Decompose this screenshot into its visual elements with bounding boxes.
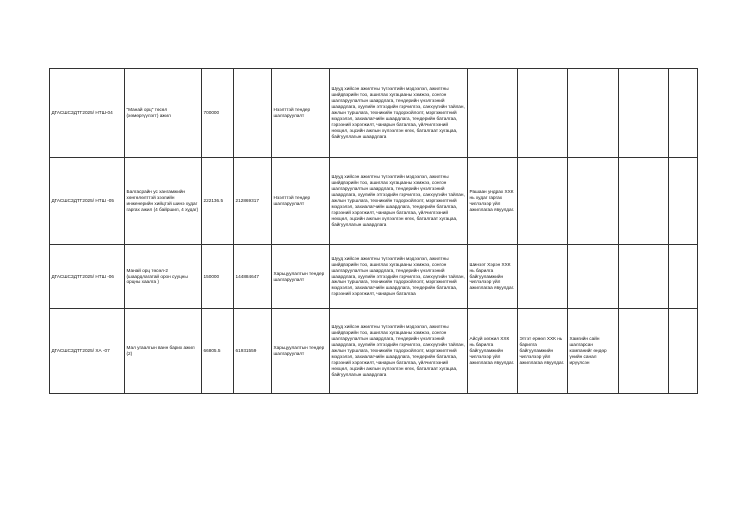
method-cell: Нээлттэй тендер шалгаруулалт bbox=[272, 69, 330, 158]
result-cell bbox=[568, 245, 619, 309]
method-cell: Нээлттэй тендер шалгаруулалт bbox=[272, 158, 330, 245]
tender-name-cell: Балгасрайн ус хангамжийн хөнгөлөлттэй зээлийн инженерийн хийцтэй шинэ худаг гаргах ажил (4 байршил, 4 худаг) bbox=[125, 158, 202, 245]
empty-cell bbox=[619, 309, 669, 394]
requirements-cell: Шууд хийсэн ажилтны түгээлтийн мэдээлэл, ажилтны шийдвэрийн тоо, ашиглах хугацааны хэмжээ, сонгон шалгаруулалтын шаардлага, тендерийн үнэлгээний шаардлага, хуулийн этгээдийн гэрчилгээ, санхүүгийн тайлан, ажлын туршлага, техникийн тодорхойлолт, мэргэжилтний мэдээлэл, захиалагчийн шаардлага, тендерийн баталгаа, гэрээний хэрэгжилт, чанарын баталгаа, үйлчилгээний нөхцөл, эцсийн ажлын хүлээлгэн өгөх, баталгаат хугацаа, байгууллагын шаардлага bbox=[330, 309, 468, 394]
budget-cell: 66805.5 bbox=[202, 309, 234, 394]
tender-name-cell: Манай орц төсөл-2 (шаардлагатай орон сууцны орцны хаалга ) bbox=[125, 245, 202, 309]
evaluation-cell-1: Шинээт Хэрэн ХХК нь барилга байгууламжийн чиглэлээр үйл ажиллагаа явуулдаг. bbox=[468, 245, 518, 309]
offer-cell: 61931559 bbox=[234, 309, 272, 394]
evaluation-cell-2: Этгэт ерөөл ХХК нь барилга байгууламжийн чиглэлээр үйл ажиллагаа явуулдаг. bbox=[518, 309, 568, 394]
evaluation-cell-1: Рашаан ундрах ХХК нь худаг гаргах чиглэлээр үйл ажиллагаа явуулдаг. bbox=[468, 158, 518, 245]
tender-code-cell: ДГАСШСЗДТГ2025/ ХА -07 bbox=[50, 309, 125, 394]
empty-cell bbox=[619, 158, 669, 245]
procurement-table bbox=[49, 68, 698, 394]
budget-cell: 222136.5 bbox=[202, 158, 234, 245]
evaluation-cell-2 bbox=[518, 158, 568, 245]
offer-cell: 144884647 bbox=[234, 245, 272, 309]
empty-cell bbox=[619, 245, 669, 309]
result-cell bbox=[568, 158, 619, 245]
tender-code-cell: ДГАСШСЗДТГ2025/ НТШ -05 bbox=[50, 158, 125, 245]
result-cell: Хамгийн сайн шалгарсан компанийг өндөр үнийн санал ирүүлсэн bbox=[568, 309, 619, 394]
requirements-cell: Шууд хийсэн ажилтны түгээлтийн мэдээлэл, ажилтны шийдвэрийн тоо, ашиглах хугацааны хэмжээ, сонгон шалгаруулалтын шаардлага, тендерийн үнэлгээний шаардлага, хуулийн этгээдийн гэрчилгээ, санхүүгийн тайлан, ажлын туршлага, техникийн тодорхойлолт, мэргэжилтний мэдээлэл, захиалагчийн шаардлага, тендерийн баталгаа, гэрээний хэрэгжилт, чанарын баталгаа bbox=[330, 245, 468, 309]
evaluation-cell-1 bbox=[468, 69, 518, 158]
table-row bbox=[50, 158, 698, 245]
empty-cell bbox=[669, 69, 698, 158]
table-row bbox=[50, 69, 698, 158]
empty-cell bbox=[669, 309, 698, 394]
offer-cell bbox=[234, 69, 272, 158]
empty-cell bbox=[669, 245, 698, 309]
requirements-cell: Шууд хийсэн ажилтны түгээлтийн мэдээлэл, ажилтны шийдвэрийн тоо, ашиглах хугацааны хэмжээ, сонгон шалгаруулалтын шаардлага, тендерийн үнэлгээний шаардлага, хуулийн этгээдийн гэрчилгээ, санхүүгийн тайлан, ажлын туршлага, техникийн тодорхойлолт, мэргэжилтний мэдээлэл, захиалагчийн шаардлага, тендерийн баталгаа, гэрээний хэрэгжилт, чанарын баталгаа, үйлчилгээний нөхцөл, эцсийн ажлын хүлээлгэн өгөх, баталгаат хугацаа, байгууллагын шаардлага bbox=[330, 158, 468, 245]
tender-name-cell: Мал угаалгын ванн барих ажил (2) bbox=[125, 309, 202, 394]
tender-code-cell: ДГАСШСЗДТГ2025/ НТШ -06 bbox=[50, 245, 125, 309]
evaluation-cell-2 bbox=[518, 245, 568, 309]
empty-cell bbox=[619, 69, 669, 158]
table-row bbox=[50, 309, 698, 394]
method-cell: Харьцуулалтын тендер шалгаруулалт bbox=[272, 245, 330, 309]
method-cell: Харьцуулалтын тендер шалгаруулалт bbox=[272, 309, 330, 394]
result-cell bbox=[568, 69, 619, 158]
empty-cell bbox=[669, 158, 698, 245]
budget-cell: 700000 bbox=[202, 69, 234, 158]
table-row bbox=[50, 245, 698, 309]
evaluation-cell-2 bbox=[518, 69, 568, 158]
requirements-cell: Шууд хийсэн ажилтны түгээлтийн мэдээлэл, ажилтны шийдвэрийн тоо, ашиглах хугацааны хэмжээ, сонгон шалгаруулалтын шаардлага, тендерийн үнэлгээний шаардлага, хуулийн этгээдийн гэрчилгээ, санхүүгийн тайлан, ажлын туршлага, техникийн тодорхойлолт, мэргэжилтний мэдээлэл, захиалагчийн шаардлага, тендерийн баталгаа, гэрээний хэрэгжилт, чанарын баталгаа, үйлчилгээний нөхцөл, эцсийн ажлын хүлээлгэн өгөх, баталгаат хугацаа, байгууллагын шаардлага bbox=[330, 69, 468, 158]
evaluation-cell-1: Айсуй хөгжил ХХК нь барилга байгууламжийн чиглэлээр үйл ажиллагаа явуулдаг. bbox=[468, 309, 518, 394]
tender-code-cell: ДГАСШСЗДТГ2025/ НТШ-04 bbox=[50, 69, 125, 158]
budget-cell: 150000 bbox=[202, 245, 234, 309]
offer-cell: 212869317 bbox=[234, 158, 272, 245]
tender-name-cell: "Манай орц" төсөл (хөмөргүүлэгт) ажил bbox=[125, 69, 202, 158]
